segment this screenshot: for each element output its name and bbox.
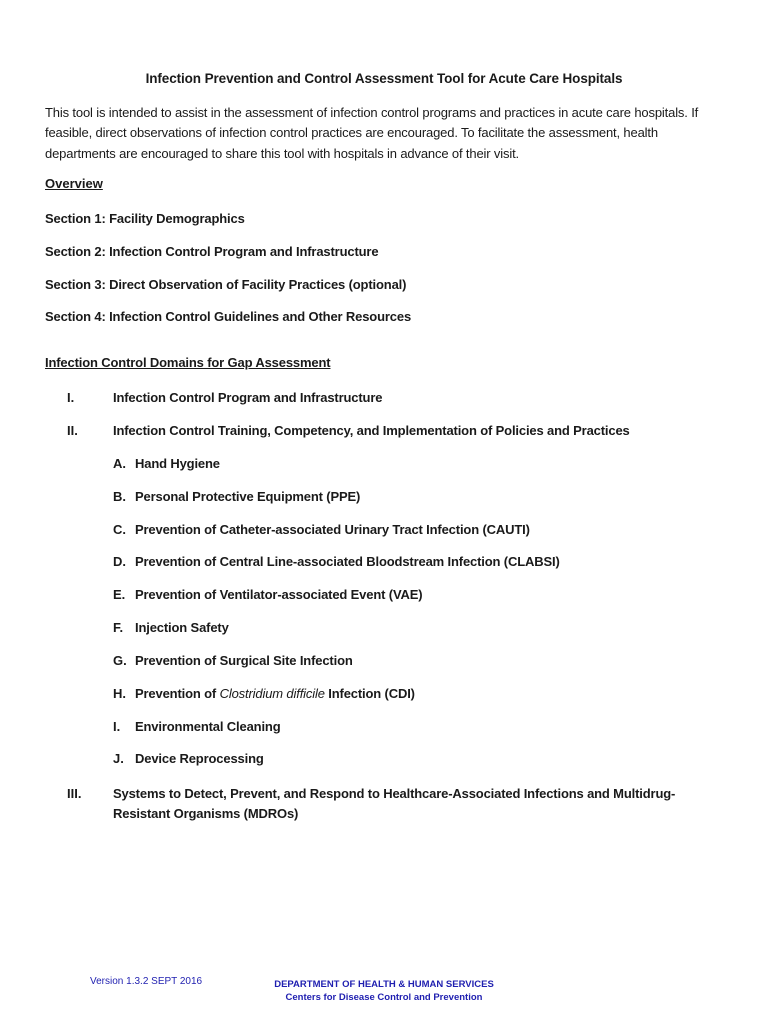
subitem-hand-hygiene: Hand Hygiene [135, 456, 220, 471]
subitem-letter: F. [113, 620, 124, 635]
document-title: Infection Prevention and Control Assessment Tool for Acute Care Hospitals [145, 71, 623, 86]
subitem-vae: Prevention of Ventilator-associated Event (VAE) [135, 587, 423, 602]
subitem-cdi-suffix: Infection (CDI) [328, 686, 415, 701]
subitem-letter: H. [113, 686, 126, 701]
domain-numeral-2: II. [67, 423, 78, 438]
subitem-surgical-site: Prevention of Surgical Site Infection [135, 653, 353, 668]
footer-agency: Centers for Disease Control and Prevention [285, 992, 483, 1003]
subitem-letter: J. [113, 751, 124, 766]
domain-numeral-3: III. [67, 786, 82, 801]
subitem-device-reprocessing: Device Reprocessing [135, 751, 264, 766]
overview-section-4: Section 4: Infection Control Guidelines and Other Resources [45, 309, 412, 324]
domain-item-3: Systems to Detect, Prevent, and Respond to Healthcare-Associated Infections and Multidrug-Resistant Organisms (MDROs) [113, 786, 676, 821]
subitem-ppe: Personal Protective Equipment (PPE) [135, 489, 361, 504]
subitem-environmental-cleaning: Environmental Cleaning [135, 719, 281, 734]
domain-item-2: Infection Control Training, Competency, and Implementation of Policies and Practices [113, 423, 630, 438]
subitem-clabsi: Prevention of Central Line-associated Bloodstream Infection (CLABSI) [135, 554, 560, 569]
subitem-letter: I. [113, 719, 121, 734]
footer-version: Version 1.3.2 SEPT 2016 [90, 976, 203, 987]
domain-numeral-1: I. [67, 390, 75, 405]
intro-paragraph: This tool is intended to assist in the assessment of infection control programs and practices in acute care hospitals. If feasible, direct observations of infection control practices are encouraged. To facilitate the assessment, health departments are encouraged to share this tool with hospitals in advance of their visit. [45, 105, 699, 161]
subitem-letter: G. [113, 653, 127, 668]
subitem-cdi [135, 686, 415, 701]
overview-section-1: Section 1: Facility Demographics [45, 211, 245, 226]
footer-department: DEPARTMENT OF HEALTH & HUMAN SERVICES [274, 979, 494, 990]
subitem-cauti: Prevention of Catheter-associated Urinary Tract Infection (CAUTI) [135, 522, 530, 537]
subitem-cdi-italic: Clostridium difficile [219, 686, 325, 701]
subitem-letter: A. [113, 456, 126, 471]
overview-section-3: Section 3: Direct Observation of Facility Practices (optional) [45, 277, 407, 292]
domains-heading: Infection Control Domains for Gap Assessment [45, 355, 331, 370]
subitem-letter: B. [113, 489, 126, 504]
footer-department-block [0, 978, 768, 1004]
overview-section-2: Section 2: Infection Control Program and Infrastructure [45, 244, 379, 259]
overview-heading: Overview [45, 176, 103, 191]
domain-item-1: Infection Control Program and Infrastructure [113, 390, 383, 405]
subitem-letter: C. [113, 522, 126, 537]
subitem-injection-safety: Injection Safety [135, 620, 229, 635]
subitem-letter: E. [113, 587, 126, 602]
subitem-cdi-prefix: Prevention of [135, 686, 217, 701]
subitem-letter: D. [113, 554, 126, 569]
